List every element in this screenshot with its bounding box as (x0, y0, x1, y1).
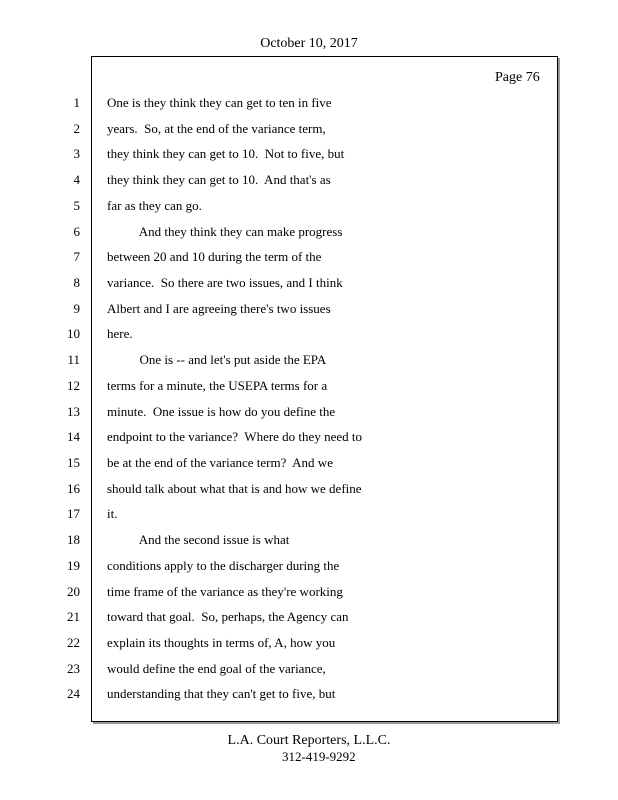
line-text: far as they can go. (107, 198, 202, 213)
line-text: conditions apply to the discharger during the (107, 558, 340, 573)
line-number: 8 (73, 275, 80, 290)
line-number: 6 (73, 224, 80, 239)
line-text: Albert and I are agreeing there's two issues (107, 301, 331, 316)
page-number: Page 76 (495, 70, 540, 85)
line-number: 14 (67, 429, 80, 444)
line-text: And they think they can make progress (107, 224, 343, 239)
line-number: 7 (73, 249, 80, 264)
line-number: 9 (73, 301, 80, 316)
line-number: 3 (73, 146, 80, 161)
footer-company-name: L.A. Court Reporters, L.L.C. (227, 733, 391, 748)
line-text: here. (107, 326, 133, 341)
line-text: they think they can get to 10. And that's as (107, 172, 331, 187)
line-text: And the second issue is what (107, 532, 290, 547)
line-number: 19 (67, 558, 80, 573)
line-number: 24 (67, 686, 80, 701)
line-number: 23 (67, 661, 80, 676)
line-text: One is they think they can get to ten in five (107, 95, 332, 110)
line-text: toward that goal. So, perhaps, the Agency can (107, 609, 349, 624)
line-number: 4 (73, 172, 80, 187)
line-number: 1 (73, 95, 80, 110)
line-text: understanding that they can't get to five, but (107, 686, 336, 701)
line-number: 16 (67, 481, 80, 496)
footer-phone-number: 312-419-9292 (282, 749, 356, 764)
line-number: 22 (67, 635, 80, 650)
line-text: explain its thoughts in terms of, A, how you (107, 635, 336, 650)
line-number: 18 (67, 532, 80, 547)
line-text: variance. So there are two issues, and I think (107, 275, 343, 290)
line-number: 21 (67, 609, 80, 624)
line-number: 17 (67, 506, 80, 521)
line-number: 15 (67, 455, 80, 470)
line-text: would define the end goal of the variance, (107, 661, 326, 676)
line-number: 13 (67, 404, 80, 419)
line-text: terms for a minute, the USEPA terms for a (107, 378, 328, 393)
line-text: between 20 and 10 during the term of the (107, 249, 322, 264)
line-text: years. So, at the end of the variance term, (107, 121, 326, 136)
line-number: 11 (67, 352, 80, 367)
line-number: 2 (73, 121, 80, 136)
line-number: 20 (67, 584, 80, 599)
line-text: be at the end of the variance term? And we (107, 455, 333, 470)
line-text: minute. One issue is how do you define the (107, 404, 336, 419)
line-text: should talk about what that is and how we define (107, 481, 362, 496)
line-number: 12 (67, 378, 80, 393)
line-text: they think they can get to 10. Not to five, but (107, 146, 345, 161)
line-text: time frame of the variance as they're working (107, 584, 343, 599)
line-text: One is -- and let's put aside the EPA (107, 352, 327, 367)
line-number: 5 (73, 198, 80, 213)
line-number: 10 (67, 326, 80, 341)
line-text: endpoint to the variance? Where do they need to (107, 429, 362, 444)
header-date: October 10, 2017 (260, 36, 358, 51)
line-text: it. (107, 506, 118, 521)
